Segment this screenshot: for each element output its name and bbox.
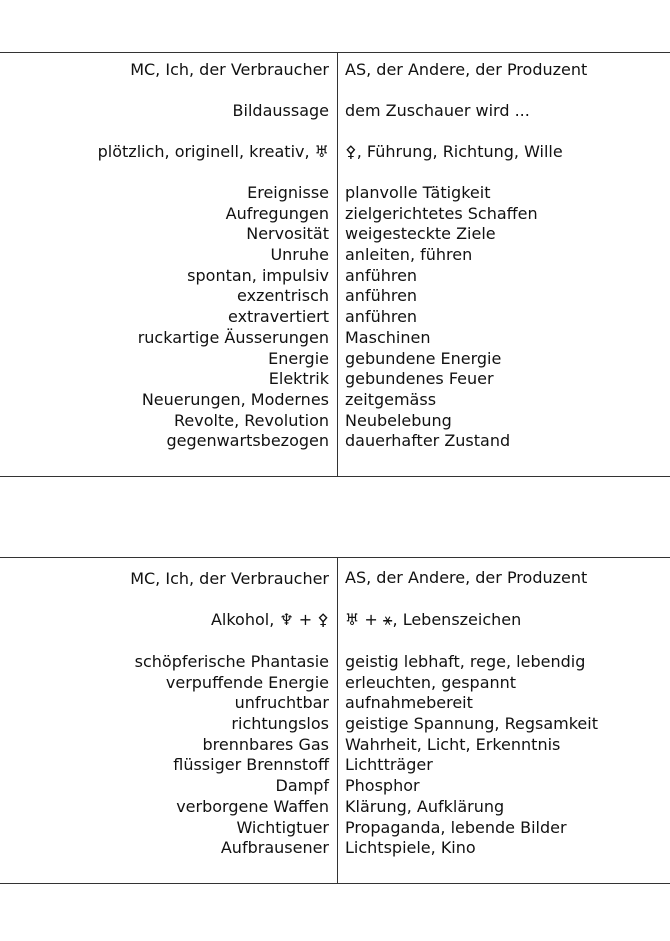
list-item: Lichtträger (345, 755, 433, 775)
table1-header-left-text: , Ich, der Verbraucher (155, 60, 329, 79)
list-item: ruckartige Äusserungen (137, 327, 329, 347)
list-item: Ereignisse (247, 183, 329, 202)
list-item: aufnahmebereit (345, 693, 473, 713)
list-item: zeitgemäss (345, 389, 437, 409)
table2-header-left (130, 569, 329, 590)
table2-right-list (345, 652, 598, 859)
list-item: Dampf (275, 776, 329, 796)
table1-header-left (130, 60, 329, 81)
table2-row2-right (345, 610, 521, 631)
list-item: verborgene Waffen (176, 796, 329, 816)
list-item: gebundenes Feuer (345, 369, 494, 389)
table2-top-border (0, 557, 670, 558)
mc-label: MC (130, 60, 156, 79)
table2-header-right (345, 568, 587, 589)
table1-right-list (345, 183, 538, 452)
table2-row2-right-text: , Lebenszeichen (392, 610, 522, 629)
table1-header-right (345, 60, 587, 81)
list-item: richtungslos (231, 714, 329, 734)
list-item: gegenwartsbezogen (166, 431, 329, 451)
list-item: geistige Spannung, Regsamkeit (345, 714, 598, 734)
table1-row3-right-text: , Führung, Richtung, Wille (356, 142, 563, 161)
list-item: Klärung, Aufklärung (345, 796, 505, 816)
table2-column-divider (337, 557, 338, 883)
list-item: Unruhe (270, 245, 329, 265)
list-item: Maschinen (345, 327, 431, 347)
as-label: AS (345, 60, 367, 79)
list-item: Revolte, Revolution (174, 410, 329, 430)
list-item: erleuchten, gespannt (345, 672, 517, 692)
table1-column-divider (337, 52, 338, 476)
list-item: Aufbrausener (220, 838, 329, 858)
table2-bottom-border (0, 883, 670, 884)
list-item: schöpferische Phantasie (134, 652, 329, 671)
table1-left-list (138, 183, 329, 452)
pallas-symbol-icon: ⚴ (345, 142, 357, 161)
list-item: spontan, impulsiv (187, 265, 329, 285)
list-item: Lichtspiele, Kino (345, 838, 476, 858)
table2-header-right-text: , der Andere, der Produzent (366, 568, 588, 587)
table1-top-border (0, 52, 670, 53)
mc-label: MC (130, 569, 156, 588)
list-item: Energie (268, 348, 329, 368)
list-item: weigesteckte Ziele (345, 224, 496, 244)
table1-row2-right: dem Zuschauer wird ... (345, 101, 530, 120)
table1-bottom-border (0, 476, 670, 477)
table2-row2-left (211, 610, 329, 631)
table2-left-list (135, 652, 329, 859)
list-item: Elektrik (268, 369, 329, 389)
list-item: extravertiert (228, 307, 329, 327)
list-item: planvolle Tätigkeit (345, 183, 491, 202)
table1-header-right-text: , der Andere, der Produzent (366, 60, 588, 79)
table2-header-left-text: , Ich, der Verbraucher (155, 569, 329, 588)
list-item: Nervosität (246, 224, 329, 244)
list-item: Neubelebung (345, 410, 452, 430)
table1-row2-left: Bildaussage (232, 101, 329, 120)
as-label: AS (345, 568, 367, 587)
list-item: anführen (345, 265, 418, 285)
list-item: Aufregungen (225, 203, 329, 223)
list-item: Propaganda, lebende Bilder (345, 817, 567, 837)
neptune-plus-pallas-symbol-icon: ♆ + ⚴ (279, 610, 329, 629)
uranus-plus-sextile-symbol-icon: ♅ + ⚹ (345, 610, 393, 629)
list-item: verpuffende Energie (165, 672, 329, 692)
table1-row3-left-text: plötzlich, originell, kreativ, (97, 142, 315, 161)
list-item: dauerhafter Zustand (345, 431, 511, 451)
table1-row3-left (98, 142, 329, 163)
list-item: anleiten, führen (345, 245, 473, 265)
list-item: flüssiger Brennstoff (173, 755, 329, 775)
list-item: Phosphor (345, 776, 420, 796)
list-item: brennbares Gas (202, 734, 329, 754)
list-item: zielgerichtetes Schaffen (345, 203, 538, 223)
list-item: geistig lebhaft, rege, lebendig (345, 652, 586, 671)
list-item: unfruchtbar (234, 693, 329, 713)
list-item: exzentrisch (237, 286, 329, 306)
list-item: gebundene Energie (345, 348, 502, 368)
uranus-symbol-icon: ♅ (314, 142, 329, 161)
list-item: Wahrheit, Licht, Erkenntnis (345, 734, 561, 754)
list-item: anführen (345, 286, 418, 306)
table2-row2-left-text: Alkohol, (210, 610, 280, 629)
list-item: Wichtigtuer (236, 817, 329, 837)
table1-row3-right (345, 142, 563, 163)
list-item: anführen (345, 307, 418, 327)
list-item: Neuerungen, Modernes (141, 389, 329, 409)
